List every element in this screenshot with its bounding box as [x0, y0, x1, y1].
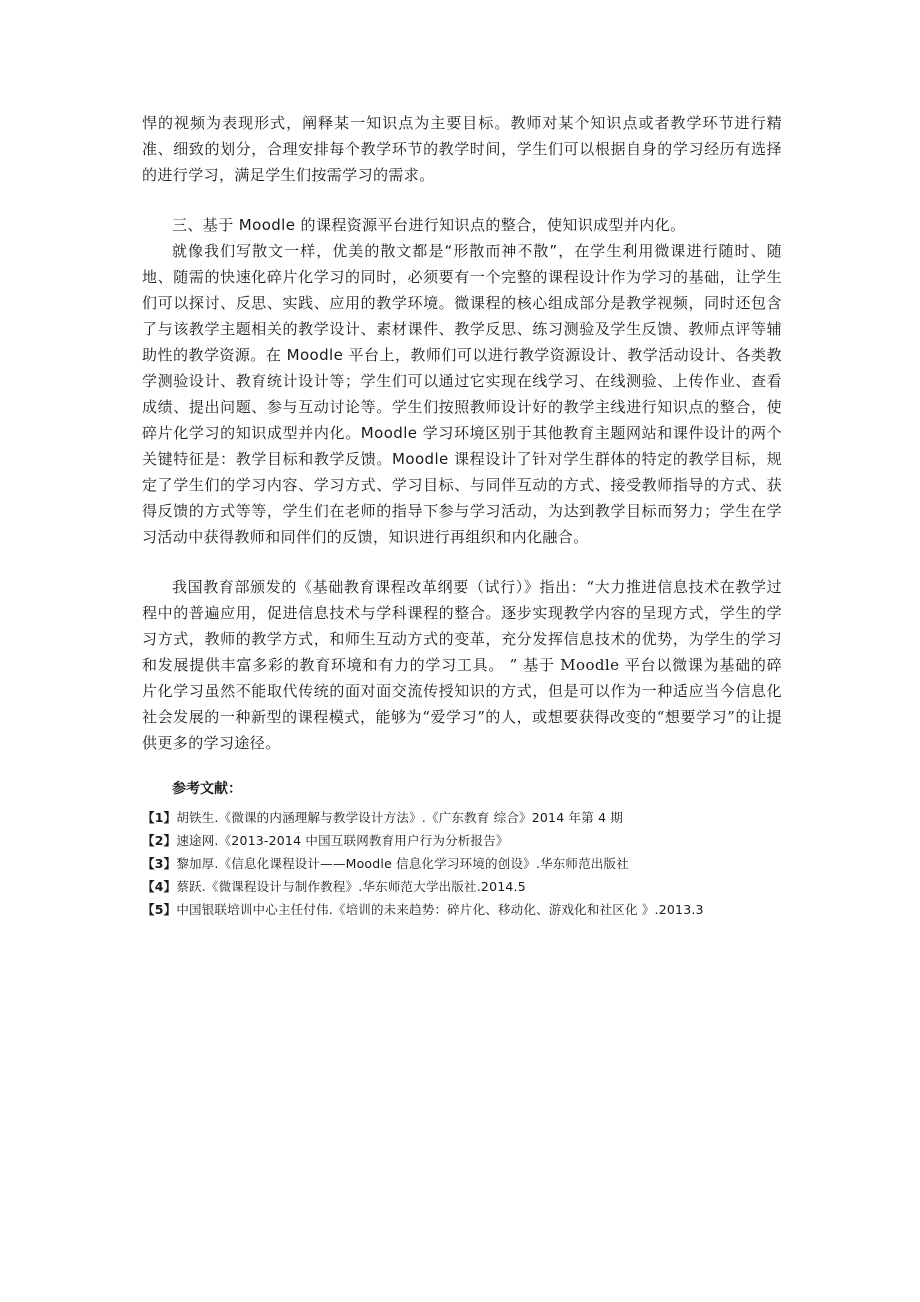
- references-section: [142, 778, 782, 921]
- document-body: [142, 110, 782, 921]
- reference-text: 速途网.《2013-2014 中国互联网教育用户行为分析报告》: [176, 833, 509, 848]
- reference-number: 【2】: [142, 833, 177, 848]
- paragraph-spacer: [142, 188, 782, 212]
- paragraph-spacer: [142, 756, 782, 778]
- reference-item: [142, 875, 782, 898]
- reference-item: [142, 829, 782, 852]
- reference-text: 胡铁生.《微课的内涵理解与教学设计方法》.《广东教育 综合》2014 年第 4 期: [176, 810, 624, 825]
- reference-item: [142, 898, 782, 921]
- body-paragraph-1: 悍的视频为表现形式，阐释某一知识点为主要目标。教师对某个知识点或者教学环节进行精准、细致的划分，合理安排每个教学环节的教学时间，学生们可以根据自身的学习经历有选择的进行学习，满足学生们按需学习的需求。: [142, 114, 782, 184]
- reference-item: [142, 852, 782, 875]
- reference-text: 中国银联培训中心主任付伟.《培训的未来趋势：碎片化、移动化、游戏化和社区化 》.2013.3: [176, 902, 704, 917]
- paragraph-spacer: [142, 550, 782, 574]
- reference-number: 【1】: [142, 810, 177, 825]
- references-title: 参考文献：: [172, 781, 242, 797]
- reference-number: 【4】: [142, 879, 177, 894]
- section-heading: 三、基于 Moodle 的课程资源平台进行知识点的整合，使知识成型并内化。: [172, 216, 686, 234]
- reference-item: [142, 806, 782, 829]
- reference-text: 黎加厚.《信息化课程设计——Moodle 信息化学习环境的创设》.华东师范出版社: [176, 856, 629, 871]
- reference-number: 【5】: [142, 902, 177, 917]
- reference-text: 蔡跃.《微课程设计与制作教程》.华东师范大学出版社.2014.5: [176, 879, 526, 894]
- reference-number: 【3】: [142, 856, 177, 871]
- body-paragraph-3: 我国教育部颁发的《基础教育课程改革纲要（试行）》指出：“大力推进信息技术在教学过程中的普遍应用，促进信息技术与学科课程的整合。逐步实现教学内容的呈现方式，学生的学习方式，教师的教学方式，和师生互动方式的变革，充分发挥信息技术的优势，为学生的学习和发展提供丰富多彩的教育环境和有力的学习工具。 ” 基于 Moodle 平台以微课为基础的碎片化学习虽然不能取代传统的面对面交流传授知识的方式，但是可以作为一种适应当今信息化社会发展的一种新型的课程模式，能够为“爱学习”的人，或想要获得改变的“想要学习”的让提供更多的学习途径。: [142, 578, 782, 752]
- body-paragraph-2: 就像我们写散文一样，优美的散文都是“形散而神不散”，在学生利用微课进行随时、随地、随需的快速化碎片化学习的同时，必须要有一个完整的课程设计作为学习的基础，让学生们可以探讨、反思、实践、应用的教学环境。微课程的核心组成部分是教学视频，同时还包含了与该教学主题相关的教学设计、素材课件、教学反思、练习测验及学生反馈、教师点评等辅助性的教学资源。在 Moodle 平台上，教师们可以进行教学资源设计、教学活动设计、各类教学测验设计、教育统计设计等；学生们可以通过它实现在线学习、在线测验、上传作业、查看成绩、提出问题、参与互动讨论等。学生们按照教师设计好的教学主线进行知识点的整合，使碎片化学习的知识成型并内化。Moodle 学习环境区别于其他教育主题网站和课件设计的两个关键特征是：教学目标和教学反馈。Moodle 课程设计了针对学生群体的特定的教学目标，规定了学生们的学习内容、学习方式、学习目标、与同伴互动的方式、接受教师指导的方式、获得反馈的方式等等，学生们在老师的指导下参与学习活动，为达到教学目标而努力；学生在学习活动中获得教师和同伴们的反馈，知识进行再组织和内化融合。: [142, 242, 782, 546]
